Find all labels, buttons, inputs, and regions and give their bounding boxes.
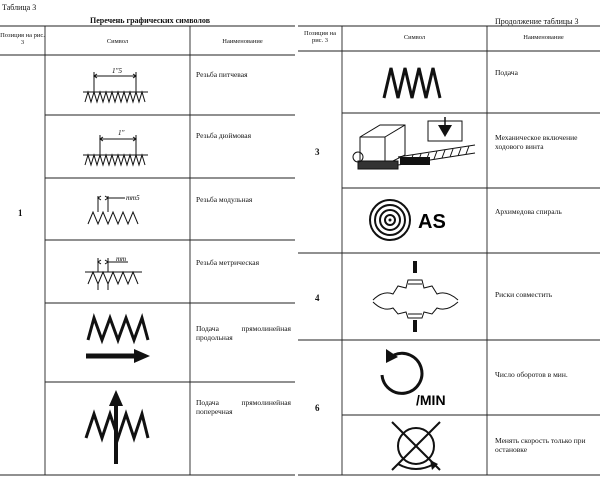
pitch-thread-icon [80, 62, 170, 107]
row-name-module-thread: Резьба модульная [196, 195, 253, 204]
row-name-lead-screw: Механическое включение ходового винта [495, 133, 578, 152]
longitudinal-feed-icon [82, 310, 157, 372]
rpm-label: /MIN [416, 392, 446, 408]
right-header-name: Наименование [523, 34, 564, 41]
position-number-6: 6 [315, 403, 320, 413]
metric-thread-dim-label: mm [116, 255, 127, 263]
position-number-3: 3 [315, 147, 320, 157]
row-name-rpm: Число оборотов в мин. [495, 370, 568, 379]
cross-feed-icon [82, 386, 157, 471]
row-name-feed: Подача [495, 68, 518, 77]
inch-thread-dim-label: 1" [118, 129, 125, 137]
row-name-cross-feed: Подача прямолинейная поперечная [196, 398, 291, 417]
module-thread-icon [80, 186, 170, 231]
row-name-inch-thread: Резьба дюймовая [196, 131, 252, 140]
continuation-title: Продолжение таблицы 3 [495, 17, 579, 26]
archimedes-spiral-icon [368, 196, 478, 246]
lead-screw-icon [350, 117, 482, 185]
archimedes-spiral-label: AS [418, 211, 446, 233]
table-title: Перечень графических символов [90, 16, 211, 25]
rpm-icon [372, 345, 472, 411]
module-thread-dim-label: mm5 [126, 194, 140, 202]
table-caption: Таблица 3 [2, 3, 37, 12]
row-name-change-speed-stopped: Менять скорость только при остановке [495, 436, 586, 455]
change-speed-stopped-icon [388, 418, 448, 474]
position-number-4: 4 [315, 293, 320, 303]
header-name: Наименование [222, 38, 263, 45]
feed-icon [380, 62, 450, 104]
header-symbol: Символ [106, 38, 129, 45]
inch-thread-icon [80, 123, 170, 173]
right-header-symbol: Символ [403, 34, 426, 41]
right-header-position: Позиция на рис. 3 [304, 30, 336, 45]
metric-thread-icon [80, 250, 170, 295]
row-name-metric-thread: Резьба метрическая [196, 258, 260, 267]
row-name-longitudinal-feed: Подача прямолинейная продольная [196, 324, 291, 343]
header-position: Позиция на рис. 3 [0, 32, 45, 47]
align-marks-icon [368, 258, 468, 336]
position-number: 1 [18, 208, 23, 218]
row-name-align-marks: Риски совместить [495, 290, 553, 299]
pitch-thread-dim-label: 1"5 [112, 67, 122, 75]
row-name-pitch-thread: Резьба питчевая [196, 70, 248, 79]
row-name-archimedes-spiral: Архимедова спираль [495, 207, 562, 216]
